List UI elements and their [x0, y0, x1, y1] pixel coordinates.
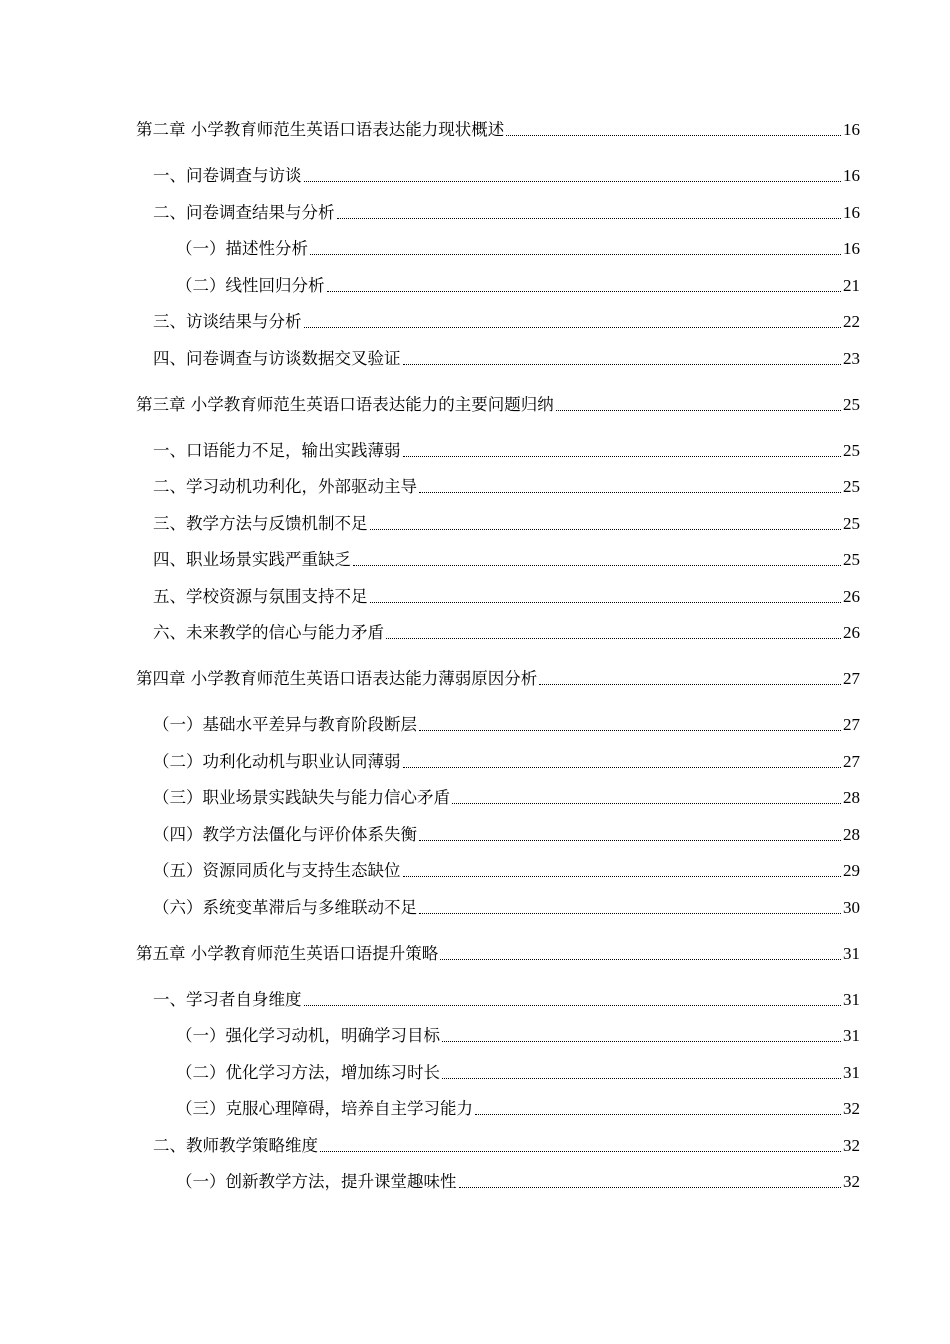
toc-item[interactable] [0, 743, 950, 773]
dot-leader [506, 133, 841, 136]
toc-title: （一）创新教学方法，提升课堂趣味性 [176, 1172, 457, 1191]
dot-leader [442, 1076, 841, 1079]
dot-leader [304, 179, 842, 182]
dot-leader [403, 454, 842, 457]
toc-page-number: 27 [843, 752, 860, 771]
toc-item[interactable] [0, 852, 950, 882]
toc-page-number: 26 [843, 623, 860, 642]
toc-item[interactable] [0, 157, 950, 187]
dot-leader [539, 682, 841, 685]
dot-leader [459, 1185, 842, 1188]
toc-title: 二、问卷调查结果与分析 [153, 203, 335, 222]
toc-page-number: 31 [843, 990, 860, 1009]
dot-leader [327, 289, 842, 292]
toc-title: 三、教学方法与反馈机制不足 [153, 514, 368, 533]
toc-chapter-2[interactable] [0, 111, 950, 141]
toc-page-number: 25 [843, 550, 860, 569]
dot-leader [419, 728, 841, 731]
dot-leader [452, 801, 841, 804]
toc-title: （六）系统变革滞后与多维联动不足 [153, 898, 417, 917]
toc-page-number: 26 [843, 587, 860, 606]
toc-title: （一）描述性分析 [176, 239, 308, 258]
dot-leader [370, 527, 842, 530]
toc-title: （五）资源同质化与支持生态缺位 [153, 861, 401, 880]
toc-item[interactable] [0, 432, 950, 462]
toc-page-number: 23 [843, 349, 860, 368]
toc-title: 第三章 小学教育师范生英语口语表达能力的主要问题归纳 [136, 395, 554, 414]
toc-page-number: 31 [843, 1026, 860, 1045]
toc-subitem[interactable] [0, 1017, 950, 1047]
toc-item[interactable] [0, 1127, 950, 1157]
toc-page-number: 16 [843, 239, 860, 258]
toc-title: 二、教师教学策略维度 [153, 1136, 318, 1155]
toc-item[interactable] [0, 194, 950, 224]
dot-leader [403, 765, 842, 768]
toc-page-number: 32 [843, 1172, 860, 1191]
toc-subitem[interactable] [0, 267, 950, 297]
dot-leader [419, 838, 841, 841]
toc-subitem[interactable] [0, 230, 950, 260]
toc-page-number: 27 [843, 669, 860, 688]
toc-title: 一、学习者自身维度 [153, 990, 302, 1009]
toc-page-number: 29 [843, 861, 860, 880]
dot-leader [475, 1112, 841, 1115]
dot-leader [442, 1039, 841, 1042]
dot-leader [440, 957, 841, 960]
toc-title: （一）基础水平差异与教育阶段断层 [153, 715, 417, 734]
toc-page-number: 16 [843, 120, 860, 139]
toc-page-number: 25 [843, 477, 860, 496]
toc-chapter-3[interactable] [0, 386, 950, 416]
toc-subitem[interactable] [0, 1054, 950, 1084]
toc-title: 一、问卷调查与访谈 [153, 166, 302, 185]
toc-chapter-4[interactable] [0, 660, 950, 690]
toc-item[interactable] [0, 505, 950, 535]
dot-leader [320, 1149, 841, 1152]
toc-page-number: 32 [843, 1099, 860, 1118]
toc-page-number: 28 [843, 788, 860, 807]
toc-title: 六、未来教学的信心与能力矛盾 [153, 623, 384, 642]
toc-title: （一）强化学习动机，明确学习目标 [176, 1026, 440, 1045]
toc-title: （二）功利化动机与职业认同薄弱 [153, 752, 401, 771]
dot-leader [556, 408, 841, 411]
toc-page-number: 31 [843, 1063, 860, 1082]
toc-title: 三、访谈结果与分析 [153, 312, 302, 331]
toc-page-number: 16 [843, 203, 860, 222]
toc-title: （三）职业场景实践缺失与能力信心矛盾 [153, 788, 450, 807]
toc-page-number: 32 [843, 1136, 860, 1155]
toc-item[interactable] [0, 889, 950, 919]
toc-item[interactable] [0, 816, 950, 846]
toc-page-number: 25 [843, 441, 860, 460]
toc-item[interactable] [0, 614, 950, 644]
toc-title: 四、问卷调查与访谈数据交叉验证 [153, 349, 401, 368]
toc-page-number: 31 [843, 944, 860, 963]
dot-leader [370, 600, 842, 603]
toc-item[interactable] [0, 706, 950, 736]
toc-item[interactable] [0, 779, 950, 809]
toc-page-number: 27 [843, 715, 860, 734]
toc-page-number: 16 [843, 166, 860, 185]
dot-leader [304, 1003, 842, 1006]
dot-leader [403, 362, 842, 365]
toc-title: （三）克服心理障碍，培养自主学习能力 [176, 1099, 473, 1118]
toc-title: 四、职业场景实践严重缺乏 [153, 550, 351, 569]
dot-leader [353, 563, 841, 566]
toc-item[interactable] [0, 541, 950, 571]
dot-leader [386, 636, 841, 639]
toc-subitem[interactable] [0, 1090, 950, 1120]
toc-title: 第二章 小学教育师范生英语口语表达能力现状概述 [136, 120, 505, 139]
toc-page-number: 25 [843, 514, 860, 533]
toc-item[interactable] [0, 340, 950, 370]
toc-page-number: 25 [843, 395, 860, 414]
dot-leader [337, 216, 842, 219]
toc-title: 一、口语能力不足，输出实践薄弱 [153, 441, 401, 460]
toc-item[interactable] [0, 468, 950, 498]
dot-leader [419, 490, 841, 493]
toc-chapter-5[interactable] [0, 935, 950, 965]
toc-title: 第四章 小学教育师范生英语口语表达能力薄弱原因分析 [136, 669, 538, 688]
toc-title: （四）教学方法僵化与评价体系失衡 [153, 825, 417, 844]
dot-leader [304, 325, 842, 328]
toc-title: （二）线性回归分析 [176, 276, 325, 295]
toc-page-number: 21 [843, 276, 860, 295]
toc-title: 第五章 小学教育师范生英语口语提升策略 [136, 944, 439, 963]
toc-page-number: 30 [843, 898, 860, 917]
toc-item[interactable] [0, 578, 950, 608]
toc-item[interactable] [0, 303, 950, 333]
toc-title: 五、学校资源与氛围支持不足 [153, 587, 368, 606]
toc-page-number: 22 [843, 312, 860, 331]
toc-title: 二、学习动机功利化，外部驱动主导 [153, 477, 417, 496]
toc-page-number: 28 [843, 825, 860, 844]
toc-subitem[interactable] [0, 1163, 950, 1193]
dot-leader [403, 874, 842, 877]
toc-item[interactable] [0, 981, 950, 1011]
dot-leader [310, 252, 841, 255]
toc-title: （二）优化学习方法，增加练习时长 [176, 1063, 440, 1082]
dot-leader [419, 911, 841, 914]
